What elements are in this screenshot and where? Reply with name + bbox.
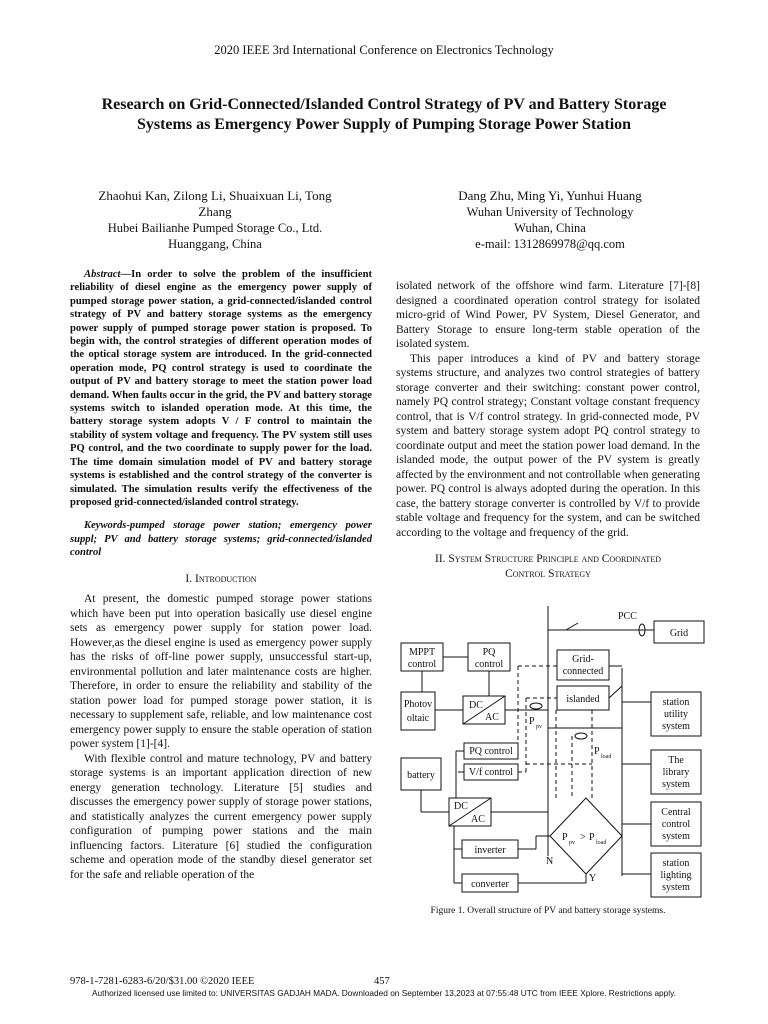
load-3-label-3: system [662,831,690,842]
abstract-text: —In order to solve the problem of the insufficient reliability of diesel engine as the emergency power supply of pumped storage power station, a grid-connected/islanded control strategy of PV and battery storage systems as the emergency power supply of pumped storage power station is proposed. To begin with, the control strategies of different operation modes of the optical storage system are introduced. In the grid-connected operation mode, PQ control strategy is used to coordinate the output of PV and battery storage to meet the station power load demand. When faults occur in the grid, the PV and battery storage systems switch to islanded operation mode. At this time, the battery storage system adopts V / F control to maintain the stability of system voltage and frequency. The PV system still uses PQ control, and the two coordinate to supply power for the load. The time domain simulation model of PV and battery storage systems is established and the control strategy of the converter is simulated. The simulation results verify the effectiveness of the proposed grid-connected/islanded control strategy. [70,269,372,508]
conference-name: 2020 IEEE 3rd International Conference on Electronics Technology [214,43,554,57]
section-2-heading [396,552,700,582]
authors-left [70,188,360,252]
condition-ppv-subscript: pv [569,840,575,846]
grid-label: Grid [669,628,689,639]
load-1-label: station [662,697,690,708]
keywords: Keywords-pumped storage power station; emergency power suppl; PV and battery storage systems; grid-connected/islanded control [70,520,372,559]
right-paragraph-2: This paper introduces a kind of PV and battery storage systems structure, and analyzes two control strategies of battery storage converter and their switching: constant power control, namely PQ control strategy; Constant voltage constant frequency control, that is V/f control strategy. In grid-connected mode, PV system and battery storage system adopt PQ control strategy to coordinate output and meet the station power load demand. In the islanded mode, the output power of the PV system is greatly affected by the environment and not controllable when generating power. PQ control is always adopted during the operation. In this case, the battery storage converter is controlled by V/f to provide stable voltage and frequency for the system, and can be switched according to the voltage and frequency of the grid. [396,352,700,539]
footer-isbn: 978-1-7281-6283-6/20/$31.00 ©2020 IEEE [70,976,255,987]
author-names: Dang Zhu, Ming Yi, Yunhui Huang [458,188,642,203]
converter-label: converter [471,879,509,890]
author-names-line-1: Zhaohui Kan, Zilong Li, Shuaixuan Li, Tong [98,188,332,203]
condition-operator: > [580,832,586,843]
figure-caption: Figure 1. Overall structure of PV and battery storage systems. [430,906,666,916]
grid-connected-label-2: connected [562,666,604,677]
page-number: 457 [374,976,390,987]
battery-ac-label: AC [471,814,485,825]
load-2-label: The [668,755,684,766]
pcc-label: PCC [618,611,637,622]
branch-n-label: N [546,856,554,867]
battery-dc-label: DC [454,801,468,812]
condition-pload: P [589,832,595,843]
pload-label: P [594,746,600,757]
load-3-label-2: control [661,819,691,830]
section-2-heading-line-1: II. System Structure Principle and Coordinated [435,553,661,565]
author-email: e-mail: 1312869978@qq.com [475,237,625,251]
paper-title [40,95,728,135]
mppt-label: MPPT [408,647,436,658]
intro-paragraph-1: At present, the domestic pumped storage power stations which have been put into operation basically use diesel engine sets as emergency power supply for station power load. However,as the diesel engine is used as emergency power supply has the risks of off-line power supply, unsuccessful start-up, environmental pollution and later maintenance costs are higher. Therefore, in order to ensure the reliability and stability of the station power load for pumped storage power station, it is necessary to supplement safe, reliable, and low maintenance cost emergency power supply to ensure the stable operation of station power system [1]-[4]. [70,593,372,751]
decision-diamond [550,798,622,874]
vf-control-label: V/f control [468,767,514,778]
system-structure-figure [396,606,706,902]
right-column [396,279,700,582]
pq-label: PQ [482,647,496,658]
pq-label-2: control [474,659,504,670]
author-location: Wuhan, China [514,221,586,235]
title-line-1: Research on Grid-Connected/Islanded Control Strategy of PV and Battery Storage [101,96,667,113]
load-4-label: station [662,858,690,869]
section-2-heading-line-2: Control Strategy [505,568,591,580]
left-column [70,268,372,882]
author-affiliation: Wuhan University of Technology [466,205,634,219]
photovoltaic-box [401,692,435,730]
title-line-2: Systems as Emergency Power Supply of Pumping Storage Power Station [136,116,632,133]
load-2-label-3: system [662,779,690,790]
islanded-label: islanded [566,694,600,705]
photovoltaic-label: Photov [403,699,433,710]
license-notice: Authorized licensed use limited to: UNIVERSITAS GADJAH MADA. Downloaded on September 13,2023 at 07:55:48 UTC from IEEE Xplore. Restrictions apply. [92,988,676,998]
abstract-label: Abstract [84,269,121,280]
load-4-label-3: system [662,882,690,893]
load-1-label-2: utility [664,709,688,720]
right-paragraph-1: isolated network of the offshore wind farm. Literature [7]-[8] designed a coordinated operation control strategy for isolated micro-grid of Wind Power, PV System, Diesel Generator, and Battery Storage to ensure long-term stable operation of the isolated system. [396,280,700,350]
grid-connected-label: Grid- [572,654,594,665]
ppv-label: P [529,716,535,727]
pq-control-label: PQ control [469,746,513,757]
condition-ppv: P [562,832,568,843]
load-1-label-3: system [662,721,690,732]
mppt-label-2: control [407,659,437,670]
load-3-label: Central [661,807,691,818]
author-location: Huanggang, China [168,237,262,251]
pload-subscript: load [601,754,612,760]
pv-ac-label: AC [485,712,499,723]
authors-right [400,188,700,252]
load-4-label-2: lighting [660,870,692,881]
author-affiliation: Hubei Bailianhe Pumped Storage Co., Ltd. [107,221,323,235]
ppv-subscript: pv [536,724,542,730]
inverter-label: inverter [474,845,506,856]
photovoltaic-label-2: oltaic [406,713,430,724]
load-2-label-2: library [662,767,690,778]
pv-dc-label: DC [469,700,483,711]
abstract [70,268,372,509]
section-1-heading: I. Introduction [185,572,257,585]
branch-y-label: Y [589,873,597,884]
intro-paragraph-2: With flexible control and mature technology, PV and battery storage systems is an important application direction of new energy generation technology. Literature [5] studies and discusses the emergency power supply of storage power stations, and statistically analyzes the current emergency power supply configuration of pumping power stations and the main influencing factors. Literature [6] studied the configuration scheme and operation mode of the standby diesel generator set for the safe and reliable operation of the [70,752,372,881]
condition-pload-subscript: load [596,840,607,846]
author-names-line-2: Zhang [198,204,232,219]
battery-label: battery [407,770,435,781]
